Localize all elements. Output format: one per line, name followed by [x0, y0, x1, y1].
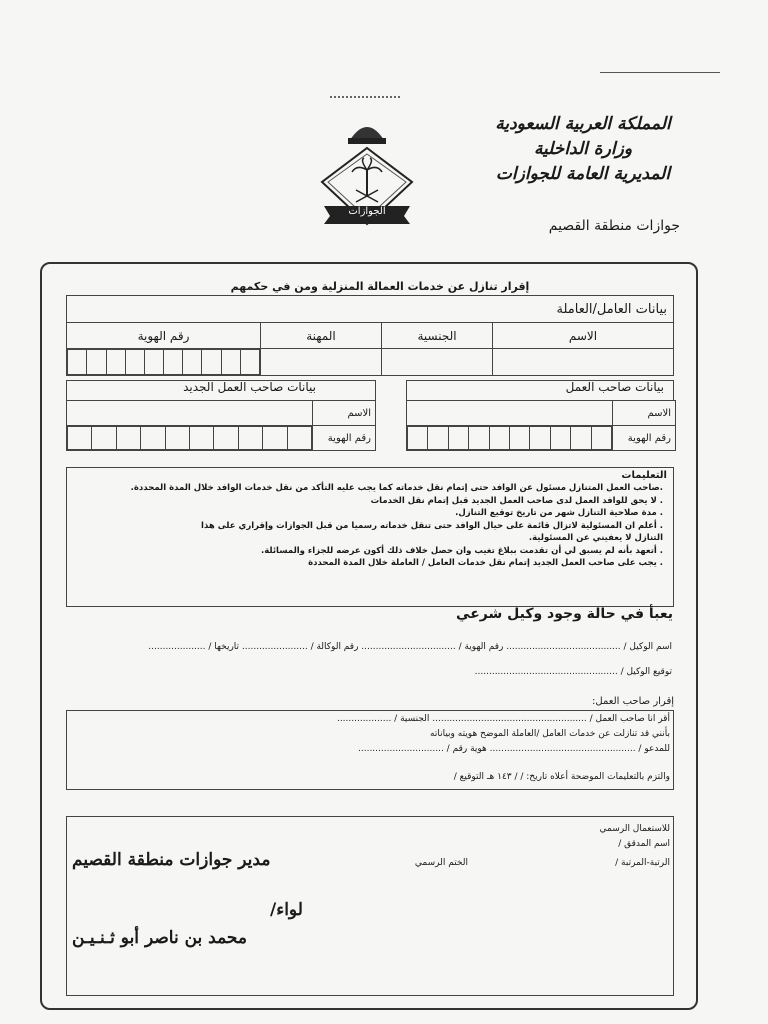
employer-name-label: الاسم [613, 401, 676, 426]
passports-emblem-icon [312, 112, 422, 237]
employer-id-digits [407, 426, 612, 450]
director-name: محمد بن ناصر أبو ثـنـيـن [72, 928, 248, 948]
employer-section-title: بيانات صاحب العمل [565, 380, 664, 394]
worker-nationality-field[interactable] [382, 349, 493, 376]
new-employer-id-digits [67, 426, 312, 450]
instruction-item: . مدة صلاحية التنازل شهر من تاريخ توقيع التنازل. [455, 508, 663, 518]
official-use-label: للاستعمال الرسمي [599, 824, 670, 834]
instruction-item: . لا يحق للوافد العمل لدى صاحب العمل الجديد قبل إتمام نقل الخدمات [370, 495, 663, 506]
employer-id-label: رقم الهوية [613, 426, 676, 451]
col-id: رقم الهوية [67, 323, 261, 349]
worker-id-digits [67, 349, 260, 375]
instructions-box [66, 467, 674, 607]
worker-profession-field[interactable] [261, 349, 382, 376]
directorate-name: المديرية العامة للجوازات [495, 164, 671, 184]
new-employer-table [66, 400, 376, 451]
col-profession: المهنة [261, 323, 382, 349]
form-title: إقرار تنازل عن خدمات العمالة المنزلية ومن في حكمهم [230, 280, 530, 293]
new-employer-name-field[interactable] [67, 401, 313, 426]
new-employer-id-label: رقم الهوية [313, 426, 376, 451]
employer-name-field[interactable] [407, 401, 613, 426]
rank-label: الرتبة-المرتبة / [615, 858, 670, 868]
header-mark [330, 96, 400, 98]
header-rule [600, 72, 720, 73]
declaration-title: إقرار صاحب العمل: [592, 696, 674, 707]
worker-name-field[interactable] [493, 349, 674, 376]
representative-details-line[interactable]: اسم الوكيل / ........................................ رقم الهوية / ................................. رقم الوكالة / ....................... تاريخها / .................... [148, 642, 672, 652]
instructions-title: التعليمات [621, 470, 667, 481]
declaration-line-2: بأنني قد تنازلت عن خدمات العامل /العاملة الموضح هويته وبياناته [430, 729, 670, 739]
official-stamp-label: الختم الرسمي [414, 858, 468, 868]
emblem-label: الجوازات [348, 206, 386, 217]
representative-signature-line[interactable]: توقيع الوكيل / .................................................. [474, 667, 672, 677]
director-rank: لواء/ [270, 900, 303, 920]
instruction-item: . يجب على صاحب العمل الجديد إتمام نقل خدمات العامل / العاملة خلال المدة المحددة [308, 558, 663, 568]
worker-section-title: بيانات العامل/العاملة [67, 296, 674, 323]
new-employer-name-label: الاسم [313, 401, 376, 426]
instruction-item: . أعلم ان المسئولية لاتزال قائمة على حيال الوافد حتى تنقل خدماته رسميا من قبل الجوازات وإقراري على هذا [201, 520, 663, 531]
kingdom-name: المملكة العربية السعودية [495, 114, 671, 134]
declaration-line-1[interactable]: أقر انا صاحب العمل / ...................................................... الجنسية / ................... [336, 714, 670, 724]
director-title: مدير جوازات منطقة القصيم [72, 850, 271, 870]
auditor-label: اسم المدقق / [618, 839, 670, 849]
ministry-header [483, 112, 683, 187]
ministry-name: وزارة الداخلية [533, 139, 633, 159]
instruction-item: التنازل لا يعفيني عن المسئولية. [528, 533, 663, 543]
employer-table [406, 400, 676, 451]
col-name: الاسم [493, 323, 674, 349]
instruction-item: . أتعهد بأنه لم يسبق لي أن تقدمت ببلاغ تغيب وان حصل خلاف ذلك أكون عرضه للجزاء والمسائلة. [260, 545, 663, 556]
declaration-line-4[interactable]: والتزم بالتعليمات الموضحة أعلاه تاريخ: / / ١٤٣ هـ التوقيع / [453, 772, 670, 782]
instruction-item: .صاحب العمل المتنازل مسئول عن الوافد حتى إتمام نقل خدماته كما يجب عليه التأكد من نقل خدمات الوافد خلال المدة المحددة. [130, 483, 663, 493]
region-name: جوازات منطقة القصيم [548, 218, 680, 234]
representative-heading: يعبأ في حالة وجود وكيل شرعي [456, 606, 673, 622]
col-nationality: الجنسية [382, 323, 493, 349]
declaration-line-3[interactable]: للمدعو / ................................................... هوية رقم / .............................. [358, 744, 670, 754]
worker-table [66, 295, 674, 376]
official-use-box [66, 816, 674, 996]
new-employer-section-title: بيانات صاحب العمل الجديد [183, 380, 316, 394]
